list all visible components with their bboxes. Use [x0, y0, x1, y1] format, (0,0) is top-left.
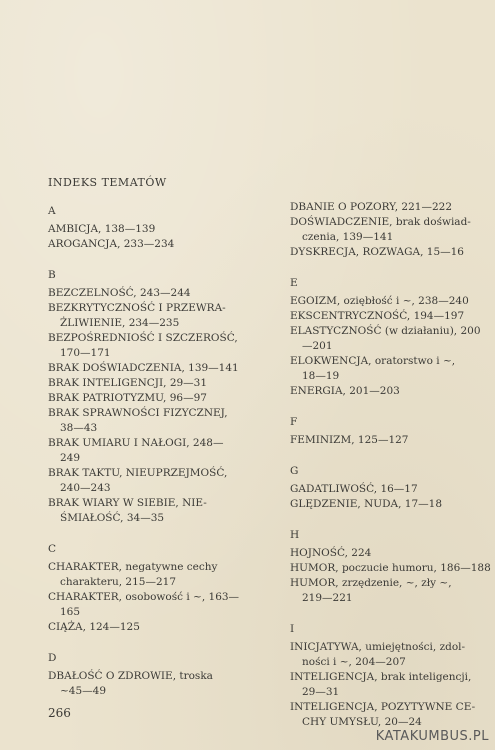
entry-continuation: 170—171: [60, 347, 111, 359]
section-letter: F: [290, 416, 298, 428]
index-entry: [290, 576, 495, 606]
index-entry: [48, 301, 260, 331]
index-entry: [48, 669, 260, 699]
index-entry: [48, 560, 260, 590]
entry-text: HUMOR, poczucie humoru, 186—188: [290, 562, 491, 574]
watermark: KATAKUMBUS.PL: [375, 729, 489, 744]
entry-text: BRAK UMIARU I NAŁOGI, 248—: [48, 437, 224, 449]
entry-text: HOJNOŚĆ, 224: [290, 547, 372, 559]
entry-text: DYSKRECJA, ROZWAGA, 15—16: [290, 246, 464, 258]
index-section: [290, 528, 495, 606]
entry-text: INTELIGENCJA, POZYTYWNE CE-: [290, 701, 476, 713]
index-entry: [48, 237, 260, 252]
entry-text: INICJATYWA, umiejętności, zdol-: [290, 641, 466, 653]
entry-text: EKSCENTRYCZNOŚĆ, 194—197: [290, 310, 465, 322]
index-entry: [48, 406, 260, 436]
index-entry: [48, 222, 260, 237]
entry-continuation: —201: [302, 340, 333, 352]
entry-continuation: CHY UMYSŁU, 20—24: [302, 716, 422, 728]
index-entry: [48, 496, 260, 526]
entry-text: BEZCZELNOŚĆ, 243—244: [48, 287, 191, 299]
index-entry: [290, 215, 495, 245]
section-letter: D: [48, 652, 57, 664]
index-entry: [48, 436, 260, 466]
section-letter: I: [290, 623, 295, 635]
index-entry: [290, 482, 495, 497]
index-column-left: [48, 204, 260, 715]
entry-continuation: ŚMIAŁOŚĆ, 34—35: [60, 512, 165, 524]
entry-continuation: czenia, 139—141: [302, 231, 394, 243]
index-entry: [290, 309, 495, 324]
index-section: [290, 276, 495, 399]
entry-text: ELASTYCZNOŚĆ (w działaniu), 200: [290, 325, 481, 337]
entry-text: DBAŁOŚĆ O ZDROWIE, troska: [48, 670, 213, 682]
index-entry: [48, 391, 260, 406]
index-entry: [290, 497, 495, 512]
index-section: [290, 464, 495, 512]
entry-continuation: ności i ~, 204—207: [302, 656, 406, 668]
index-entry: [290, 670, 495, 700]
entry-continuation: 240—243: [60, 482, 111, 494]
entry-text: BRAK SPRAWNOŚCI FIZYCZNEJ,: [48, 407, 228, 419]
entry-text: INTELIGENCJA, brak inteligencji,: [290, 671, 472, 683]
entry-continuation: 38—43: [60, 422, 98, 434]
index-entry: [290, 245, 495, 260]
entry-text: EGOIZM, oziębłość i ~, 238—240: [290, 295, 469, 307]
entry-continuation: 219—221: [302, 592, 353, 604]
page-title: INDEKS TEMATÓW: [48, 176, 167, 189]
entry-text: GLĘDZENIE, NUDA, 17—18: [290, 498, 443, 510]
index-entry: [48, 590, 260, 620]
index-column-right: [290, 200, 495, 746]
index-entry: [48, 376, 260, 391]
entry-continuation: 165: [60, 606, 81, 618]
index-entry: [48, 620, 260, 635]
entry-text: AROGANCJA, 233—234: [48, 238, 175, 250]
entry-text: BEZPOŚREDNIOŚĆ I SZCZEROŚĆ,: [48, 332, 238, 344]
entry-text: DBANIE O POZORY, 221—222: [290, 201, 452, 213]
entry-continuation: 29—31: [302, 686, 340, 698]
entry-text: AMBICJA, 138—139: [48, 223, 156, 235]
entry-continuation: ŻLIWIENIE, 234—235: [60, 317, 180, 329]
index-section: [48, 542, 260, 635]
section-letter: G: [290, 465, 299, 477]
entry-continuation: 18—19: [302, 370, 340, 382]
index-entry: [290, 294, 495, 309]
index-entry: [290, 546, 495, 561]
entry-text: ELOKWENCJA, oratorstwo i ~,: [290, 355, 456, 367]
index-section: [290, 200, 495, 260]
entry-continuation: 249: [60, 452, 81, 464]
entry-text: BEZKRYTYCZNOŚĆ I PRZEWRA-: [48, 302, 226, 314]
entry-text: CHARAKTER, osobowość i ~, 163—: [48, 591, 240, 603]
section-letter: A: [48, 205, 56, 217]
index-entry: [48, 466, 260, 496]
entry-text: CIĄŻA, 124—125: [48, 621, 140, 633]
index-entry: [290, 561, 495, 576]
entry-text: DOŚWIADCZENIE, brak doświad-: [290, 216, 471, 228]
section-letter: C: [48, 543, 57, 555]
index-entry: [290, 200, 495, 215]
entry-text: ENERGIA, 201—203: [290, 385, 400, 397]
entry-text: GADATLIWOŚĆ, 16—17: [290, 483, 418, 495]
index-entry: [290, 700, 495, 730]
entry-continuation: ~45—49: [60, 685, 107, 697]
entry-text: FEMINIZM, 125—127: [290, 434, 409, 446]
page-number: 266: [48, 706, 71, 720]
index-section: [48, 204, 260, 252]
index-entry: [48, 331, 260, 361]
index-section: [48, 268, 260, 526]
index-entry: [290, 433, 495, 448]
index-entry: [290, 384, 495, 399]
entry-text: BRAK WIARY W SIEBIE, NIE-: [48, 497, 207, 509]
entry-text: CHARAKTER, negatywne cechy: [48, 561, 218, 573]
index-entry: [290, 640, 495, 670]
index-entry: [48, 286, 260, 301]
index-entry: [290, 354, 495, 384]
index-section: [290, 622, 495, 730]
entry-text: BRAK TAKTU, NIEUPRZEJMOŚĆ,: [48, 467, 228, 479]
section-letter: H: [290, 529, 300, 541]
entry-text: BRAK DOŚWIADCZENIA, 139—141: [48, 362, 239, 374]
index-section: [290, 415, 495, 448]
index-entry: [48, 361, 260, 376]
section-letter: E: [290, 277, 298, 289]
entry-text: BRAK PATRIOTYZMU, 96—97: [48, 392, 207, 404]
section-letter: B: [48, 269, 56, 281]
entry-text: HUMOR, zrzędzenie, ~, zły ~,: [290, 577, 452, 589]
entry-text: BRAK INTELIGENCJI, 29—31: [48, 377, 208, 389]
index-section: [48, 651, 260, 699]
index-entry: [290, 324, 495, 354]
entry-continuation: charakteru, 215—217: [60, 576, 177, 588]
